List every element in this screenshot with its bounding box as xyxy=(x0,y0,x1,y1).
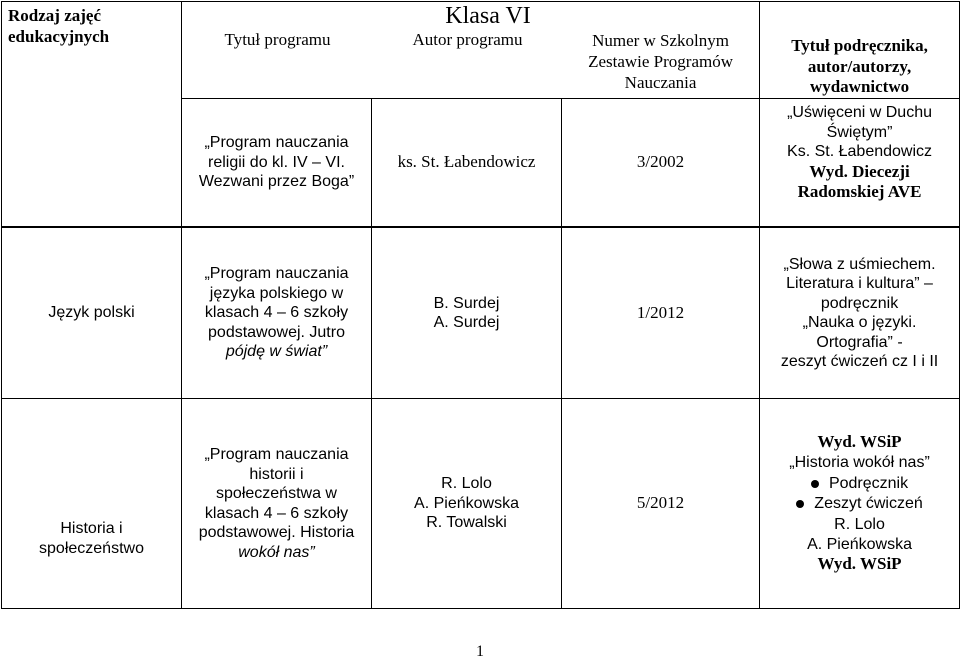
book-historia: Wyd. WSiP „Historia wokół nas” Podręcznik Zeszyt ćwiczeń R. Lolo A. Pieńkowska Wyd. WSiP xyxy=(760,399,960,609)
bullet-icon xyxy=(811,480,819,488)
book-polski: „Słowa z uśmiechem. Literatura i kultura” – podręcznik „Nauka o języki. Ortografia” - zeszyt ćwiczeń cz I i II xyxy=(760,228,960,399)
header-program-title: Tytuł programu xyxy=(224,30,331,49)
subject-polski: Język polski xyxy=(2,228,182,399)
bullet-icon xyxy=(796,500,804,508)
subject-historia: Historia i społeczeństwo xyxy=(2,399,182,609)
header-program-author: Autor programu xyxy=(412,30,523,49)
program-religia: „Program nauczania religii do kl. IV – VI. Wezwani przez Boga” xyxy=(182,99,372,227)
header-class-group xyxy=(182,2,760,99)
list-item: Podręcznik xyxy=(766,474,953,494)
number-historia: 5/2012 xyxy=(562,399,760,609)
author-historia: R. Lolo A. Pieńkowska R. Towalski xyxy=(372,399,562,609)
author-polski: B. Surdej A. Surdej xyxy=(372,228,562,399)
number-polski: 1/2012 xyxy=(562,228,760,399)
list-item: Zeszyt ćwiczeń xyxy=(766,494,953,514)
header-subject-type: Rodzaj zajęć edukacyjnych xyxy=(2,2,182,227)
header-book: Tytuł podręcznika, autor/autorzy, wydawnictwo xyxy=(760,2,960,99)
author-religia: ks. St. Łabendowicz xyxy=(372,99,562,227)
curriculum-table xyxy=(1,1,960,609)
page-number: 1 xyxy=(476,643,484,660)
program-historia: „Program nauczania historii i społeczeństwa w klasach 4 – 6 szkoły podstawowej. Historia wokół nas” xyxy=(182,399,372,609)
header-program-number: Numer w Szkolnym Zestawie Programów Nauczania xyxy=(588,31,733,92)
program-polski: „Program nauczania języka polskiego w klasach 4 – 6 szkoły podstawowej. Jutro pójdę w świat” xyxy=(182,228,372,399)
class-title: Klasa VI xyxy=(445,3,531,29)
number-religia: 3/2002 xyxy=(562,99,760,227)
book-items-list xyxy=(766,474,953,513)
book-religia: „Uświęceni w Duchu Świętym” Ks. St. Łabendowicz Wyd. Diecezji Radomskiej AVE xyxy=(760,99,960,227)
